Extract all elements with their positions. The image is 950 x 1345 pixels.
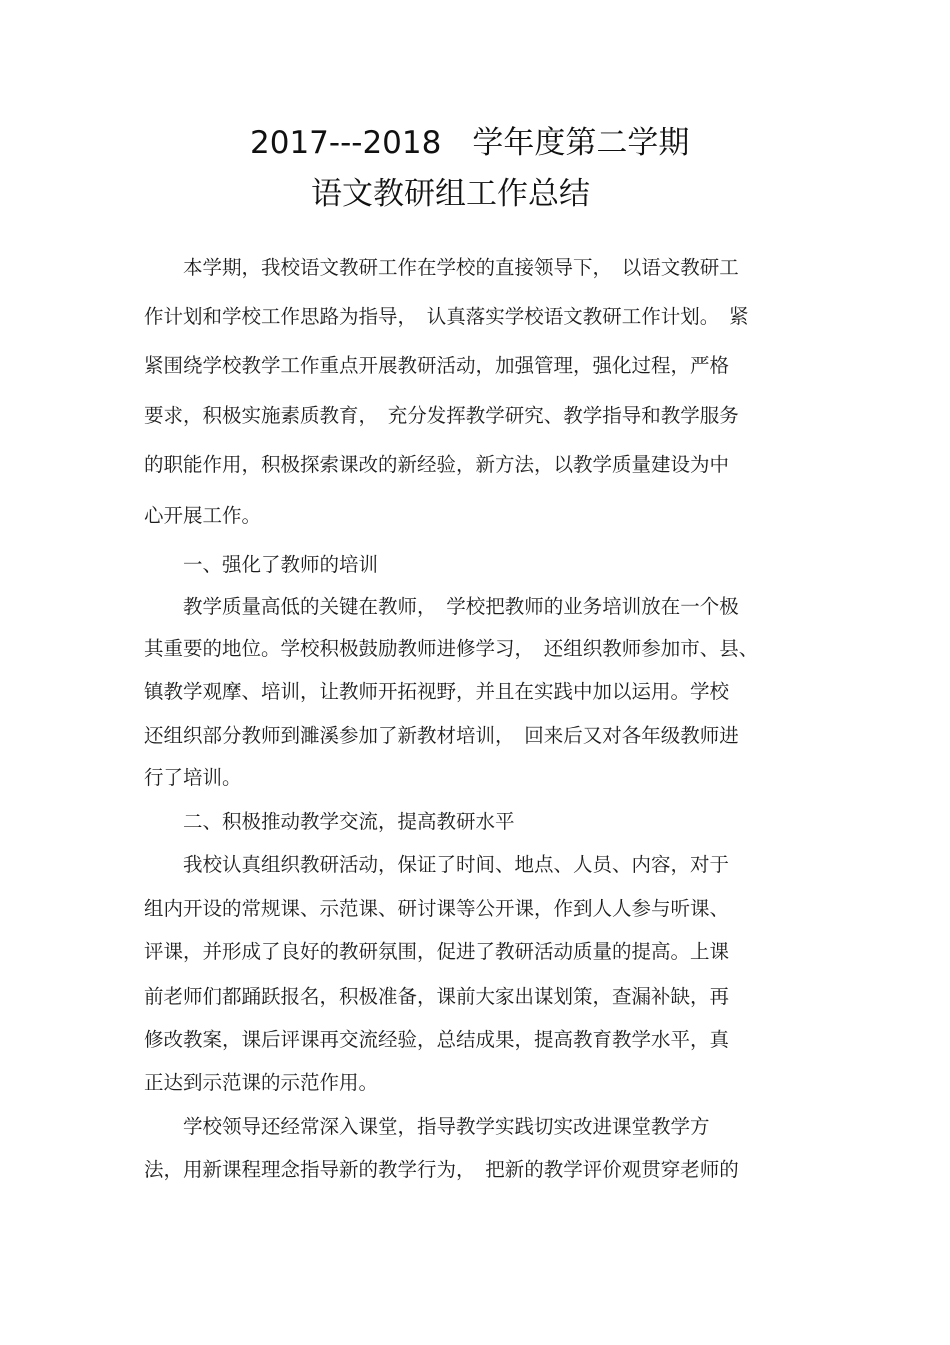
text-line: 正达到示范课的示范作用。	[144, 1071, 379, 1094]
text-line: 教学质量高低的关键在教师， 学校把教师的业务培训放在一个极	[144, 595, 739, 618]
text-line: 组内开设的常规课、示范课、研讨课等公开课，作到人人参与听课、	[144, 897, 730, 920]
text-line: 心开展工作。	[144, 504, 262, 527]
text-line: 要求，积极实施素质教育， 充分发挥教学研究、教学指导和教学服务	[144, 404, 739, 427]
text-line: 镇教学观摩、培训，让教师开拓视野，并且在实践中加以运用。学校	[144, 680, 730, 703]
text-line: 评课，并形成了良好的教研氛围，促进了教研活动质量的提高。上课	[144, 940, 730, 963]
text-line: 本学期，我校语文教研工作在学校的直接领导下， 以语文教研工	[144, 256, 739, 279]
text-line: 法，用新课程理念指导新的教学行为， 把新的教学评价观贯穿老师的	[144, 1158, 739, 1181]
text-line: 我校认真组织教研活动，保证了时间、地点、人员、内容，对于	[144, 853, 730, 876]
text-line: 的职能作用，积极探索课改的新经验，新方法，以教学质量建设为中	[144, 453, 730, 476]
title-line-2: 语文教研组工作总结	[311, 176, 590, 212]
text-line: 行了培训。	[144, 766, 242, 789]
section-heading: 二、积极推动教学交流，提高教研水平	[144, 810, 515, 833]
text-line: 其重要的地位。学校积极鼓励教师进修学习， 还组织教师参加市、县、	[144, 637, 759, 660]
text-line: 作计划和学校工作思路为指导， 认真落实学校语文教研工作计划。 紧	[144, 305, 749, 328]
text-line: 学校领导还经常深入课堂，指导教学实践切实改进课堂教学方	[144, 1115, 710, 1138]
text-line: 修改教案，课后评课再交流经验，总结成果，提高教育教学水平，真	[144, 1028, 730, 1051]
section-heading: 一、强化了教师的培训	[144, 553, 379, 576]
text-line: 紧围绕学校教学工作重点开展教研活动，加强管理，强化过程，严格	[144, 354, 730, 377]
title-line-1: 2017---2018 学年度第二学期	[250, 125, 690, 161]
text-line: 前老师们都踊跃报名，积极准备，课前大家出谋划策，查漏补缺，再	[144, 985, 730, 1008]
text-line: 还组织部分教师到濉溪参加了新教材培训， 回来后又对各年级教师进	[144, 724, 739, 747]
